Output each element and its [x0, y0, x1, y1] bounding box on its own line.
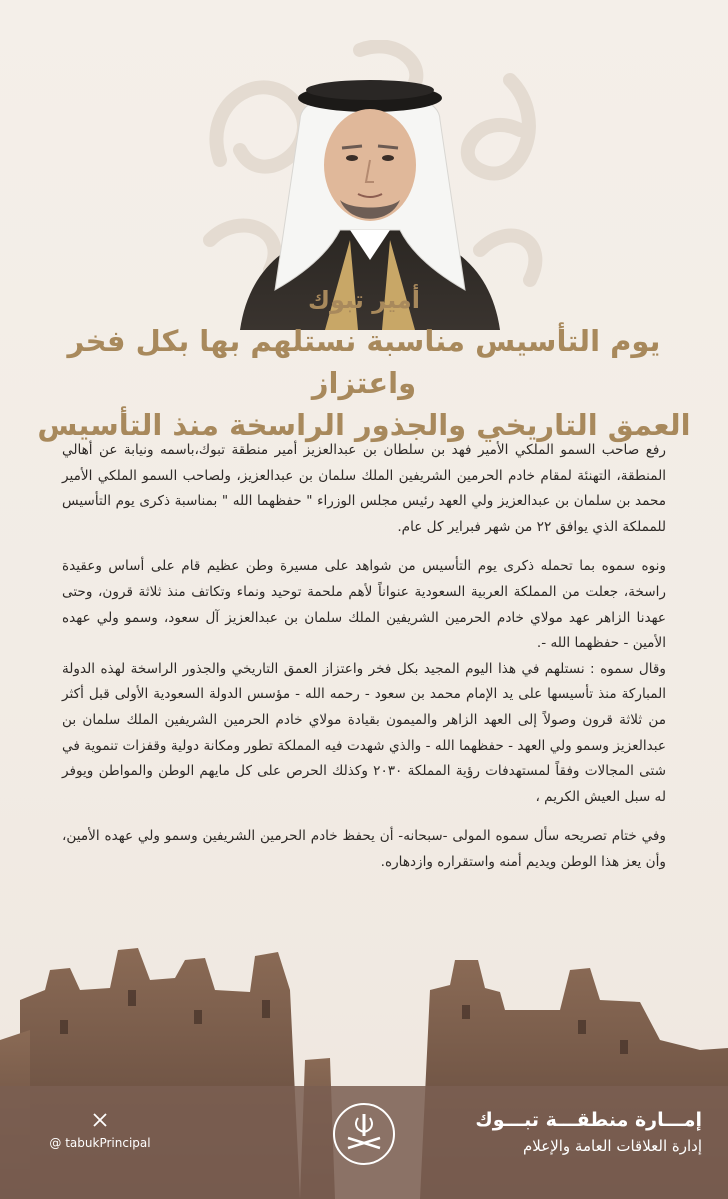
org-name: إمـــارة منطقـــة تبـــوك — [475, 1109, 702, 1131]
org-title — [475, 1106, 702, 1158]
title-emir: أمير تبوك — [307, 286, 421, 314]
title-line-2: العمق التاريخي والجذور الراسخة منذ التأسيس — [37, 408, 691, 442]
paragraph: وفي ختام تصريحه سأل سموه المولى -سبحانه- أن يحفظ خادم الحرمين الشريفين وسمو ولي عهده الأمين، وأن يعز هذا الوطن ويديم أمنه واستقراره وازدهاره. — [62, 828, 666, 870]
dept-name: إدارة العلاقات العامة والإعلام — [523, 1137, 702, 1155]
article-body — [62, 438, 666, 890]
headline — [20, 286, 708, 446]
social-link[interactable] — [40, 1112, 160, 1151]
paragraph: وقال سموه : نستلهم في هذا اليوم المجيد بكل فخر واعتزاز العمق التاريخي والجذور الراسخة لهذه الدولة المباركة منذ تأسيسها على يد الإمام محمد بن سعود - رحمه الله - مؤسس الدولة السعودية الأولى قبل أكثر من ثلاثة قرون وصولاً إلى العهد الزاهر والميمون بقيادة مولاي خادم الحرمين الشريفين الملك سلمان بن عبدالعزيز وسمو ولي العهد - حفظهما الله - والذي شهدت فيه المملكة تطور ومكانة دولية وقفزات تنموية في شتى المجالات وفقاً لمستهدفات رؤية المملكة ٢٠٣٠ وكذلك الحرص على كل مايهم الوطن والمواطن ويوفر له سبل العيش الكريم ، — [62, 660, 666, 805]
footer-bar — [0, 1086, 728, 1199]
x-logo-icon — [92, 1112, 108, 1128]
social-handle: @ tabukPrincipal — [49, 1136, 151, 1150]
paragraph: ونوه سموه بما تحمله ذكرى يوم التأسيس من شواهد على مسيرة وطن عظيم قام على أساس وعقيدة راسخة، جعلت من المملكة العربية السعودية عنواناً لأهم ملحمة توحيد ونماء وتكاتف منذ ثلاثة قرون، وحتى عهدنا الزاهر عهد مولاي خادم الحرمين الشريفين الملك سلمان بن عبدالعزيز آل سعود، وسمو ولي عهده الأمين - حفظهما الله -. — [62, 558, 666, 652]
saudi-emblem-icon — [332, 1102, 396, 1166]
paragraph: رفع صاحب السمو الملكي الأمير فهد بن سلطان بن عبدالعزيز أمير منطقة تبوك،باسمه ونيابة عن أهالي المنطقة، التهنئة لمقام خادم الحرمين الشريفين الملك سلمان بن عبدالعزيز، ولصاحب السمو الملكي الأمير محمد بن سلمان بن عبدالعزيز ولي العهد رئيس مجلس الوزراء " حفظهما الله " بمناسبة ذكرى يوم التأسيس للمملكة الذي يوافق ٢٢ من شهر فبراير كل عام. — [62, 442, 666, 535]
title-line-1: يوم التأسيس مناسبة نستلهم بها بكل فخر واعتزاز — [67, 324, 661, 400]
